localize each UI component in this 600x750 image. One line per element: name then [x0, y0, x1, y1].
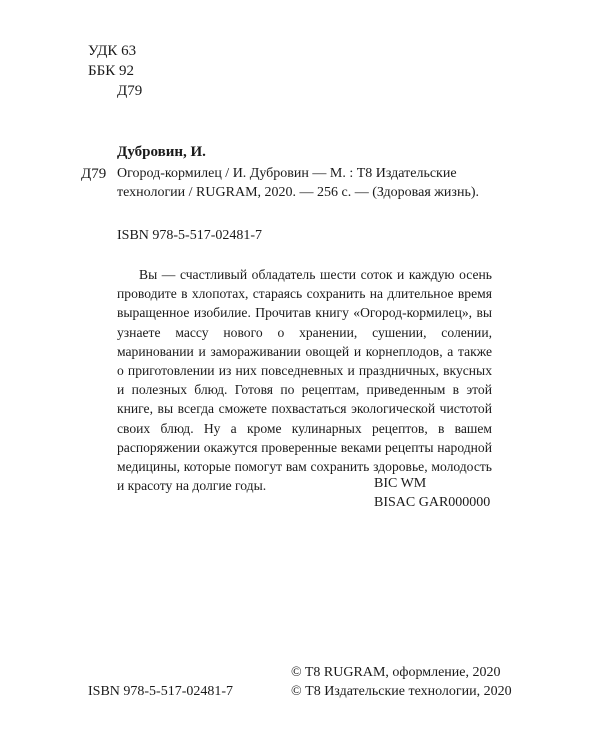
bibliographic-line-1: Огород-кормилец / И. Дубровин — М. : Т8 Издательские [117, 166, 457, 181]
shelf-code: Д79 [117, 83, 143, 99]
author-mark: Д79 [81, 166, 107, 182]
udk-code: УДК 63 [88, 43, 137, 59]
copyright-design: © T8 RUGRAM, оформление, 2020 [291, 665, 501, 680]
bic-code: BIC WM [374, 476, 427, 491]
bbk-code: ББК 92 [88, 63, 134, 79]
bibliographic-line-2: технологии / RUGRAM, 2020. — 256 с. — (Здоровая жизнь). [117, 185, 479, 200]
annotation-paragraph: Вы — счастливый обладатель шести соток и каждую осень проводите в хлопотах, стараясь сохранить на длительное время выращенное изобилие. Прочитав книгу «Огород-кормилец», вы узнаете массу нового о хранении, сушении, солении, мариновании и замораживании овощей и корнеплодов, а также о приготовлении из них повседневных и праздничных, вкусных и полезных блюд. Готовя по рецептам, приведенным в этой книге, вы всегда сможете похвастаться экологической чистотой своих блюд. Ну а кроме кулинарных рецептов, в вашем распоряжении окажутся проверенные веками рецепты народной медицины, которые помогут вам сохранить здоровье, молодость и красоту на долгие годы. [117, 267, 492, 494]
copyright-publisher: © Т8 Издательские технологии, 2020 [291, 684, 512, 699]
author-name: Дубровин, И. [117, 144, 206, 160]
isbn-bottom: ISBN 978-5-517-02481-7 [88, 684, 234, 699]
isbn-top: ISBN 978-5-517-02481-7 [117, 228, 263, 243]
bisac-code: BISAC GAR000000 [374, 495, 491, 510]
